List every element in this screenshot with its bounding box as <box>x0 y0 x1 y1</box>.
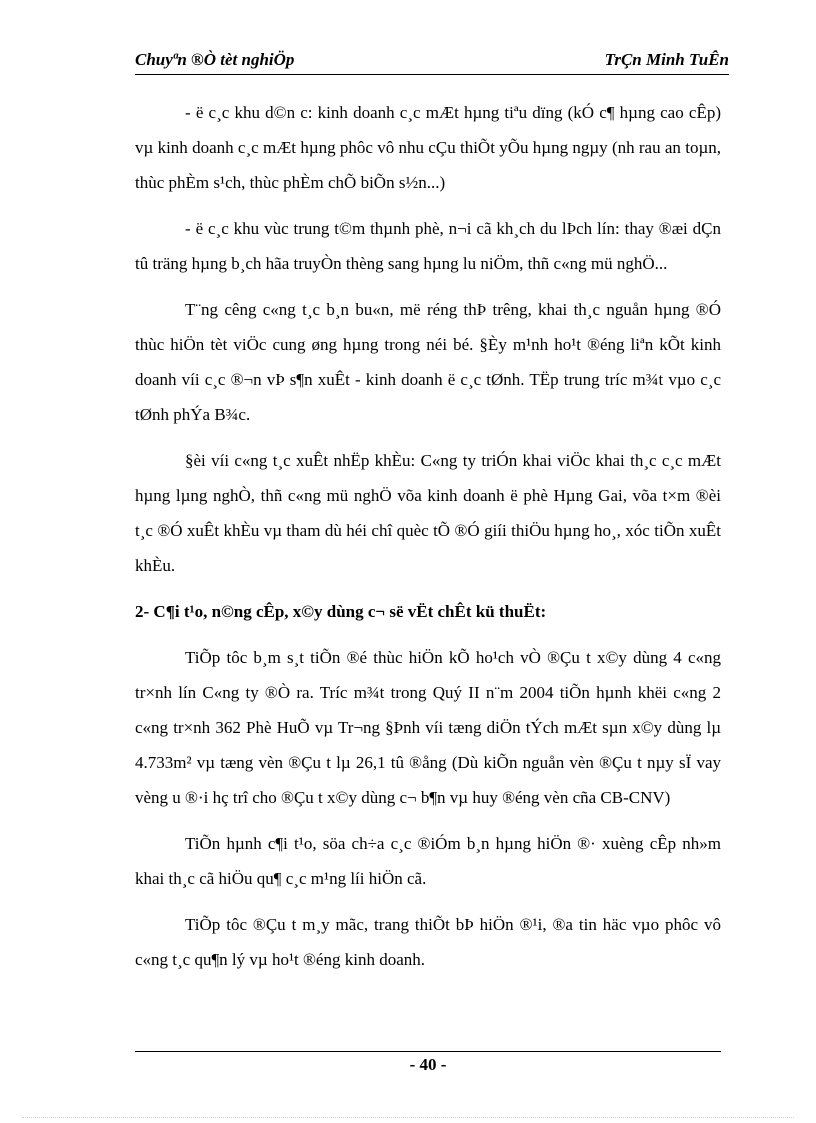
page-number: - 40 - <box>409 1055 447 1074</box>
paragraph-4: §èi víi c«ng t¸c xuÊt nhËp khÈu: C«ng ty triÓn khai viÖc khai th¸c c¸c mÆt hµng lµng nghÒ, thñ c«ng mü nghÖ võa kinh doanh ë phè Hµng Gai, võa t×m ®èi t¸c ®Ó xuÊt khÈu vµ tham dù héi chî quèc tÕ ®Ó giíi thiÖu hµng ho¸, xóc tiÕn xuÊt khÈu. <box>135 451 721 575</box>
paragraph-2: - ë c¸c khu vùc trung t©m thµnh phè, n¬i cã kh¸ch du lÞch lín: thay ®æi dÇn tû träng hµng b¸ch hãa truyÒn thèng sang hµng lu niÖm, thñ c«ng mü nghÖ... <box>135 219 721 273</box>
paragraph-1: - ë c¸c khu d©n c: kinh doanh c¸c mÆt hµng tiªu dïng (kÓ c¶ hµng cao cÊp) vµ kinh doanh c¸c mÆt hµng phôc vô nhu cÇu thiÕt yÕu hµng ngµy (nh rau an toµn, thùc phÈm s¹ch, thùc phÈm chÕ biÕn s½n...) <box>135 103 721 192</box>
document-body <box>135 95 721 988</box>
header-title: Chuyªn ®Ò tèt nghiÖp <box>135 50 295 69</box>
paragraph-5: TiÕp tôc b¸m s¸t tiÕn ®é thùc hiÖn kÕ ho¹ch vÒ ®Çu t x©y dùng 4 c«ng tr×nh lín C«ng ty ®Ò ra. Tríc m¾t trong Quý II n¨m 2004 tiÕn hµnh khëi c«ng 2 c«ng tr×nh 362 Phè HuÕ vµ Tr¬ng §Þnh víi tæng diÖn tÝch mÆt sµn x©y dùng lµ 4.733m² vµ tæng vèn ®Çu t lµ 26,1 tû ®ång (Dù kiÕn nguån vèn ®Çu t nµy sÏ vay vèng u ®·i hç trî cho ®Çu t x©y dùng c¬ b¶n vµ huy ®éng vèn cña CB-CNV) <box>135 648 721 807</box>
header-author: TrÇn Minh TuÊn <box>604 50 729 69</box>
page-edge-divider <box>22 1117 794 1118</box>
page-header <box>135 46 729 75</box>
paragraph-3: T¨ng cêng c«ng t¸c b¸n bu«n, më réng thÞ trêng, khai th¸c nguån hµng ®Ó thùc hiÖn tèt viÖc cung øng hµng trong néi bé. §Èy m¹nh ho¹t ®éng liªn kÕt kinh doanh víi c¸c ®¬n vÞ s¶n xuÊt - kinh doanh ë c¸c tØnh. TËp trung tríc m¾t vµo c¸c tØnh phÝa B¾c. <box>135 300 721 424</box>
paragraph-7: TiÕp tôc ®Çu t m¸y mãc, trang thiÕt bÞ hiÖn ®¹i, ®a tin häc vµo phôc vô c«ng t¸c qu¶n lý vµ ho¹t ®éng kinh doanh. <box>135 915 721 969</box>
paragraph-6: TiÕn hµnh c¶i t¹o, söa ch÷a c¸c ®iÓm b¸n hµng hiÖn ®· xuèng cÊp nh»m khai th¸c cã hiÖu qu¶ c¸c m¹ng líi hiÖn cã. <box>135 834 721 888</box>
footer-divider <box>135 1051 721 1052</box>
section-heading: 2- C¶i t¹o, n©ng cÊp, x©y dùng c¬ së vËt chÊt kü thuËt: <box>135 602 547 621</box>
